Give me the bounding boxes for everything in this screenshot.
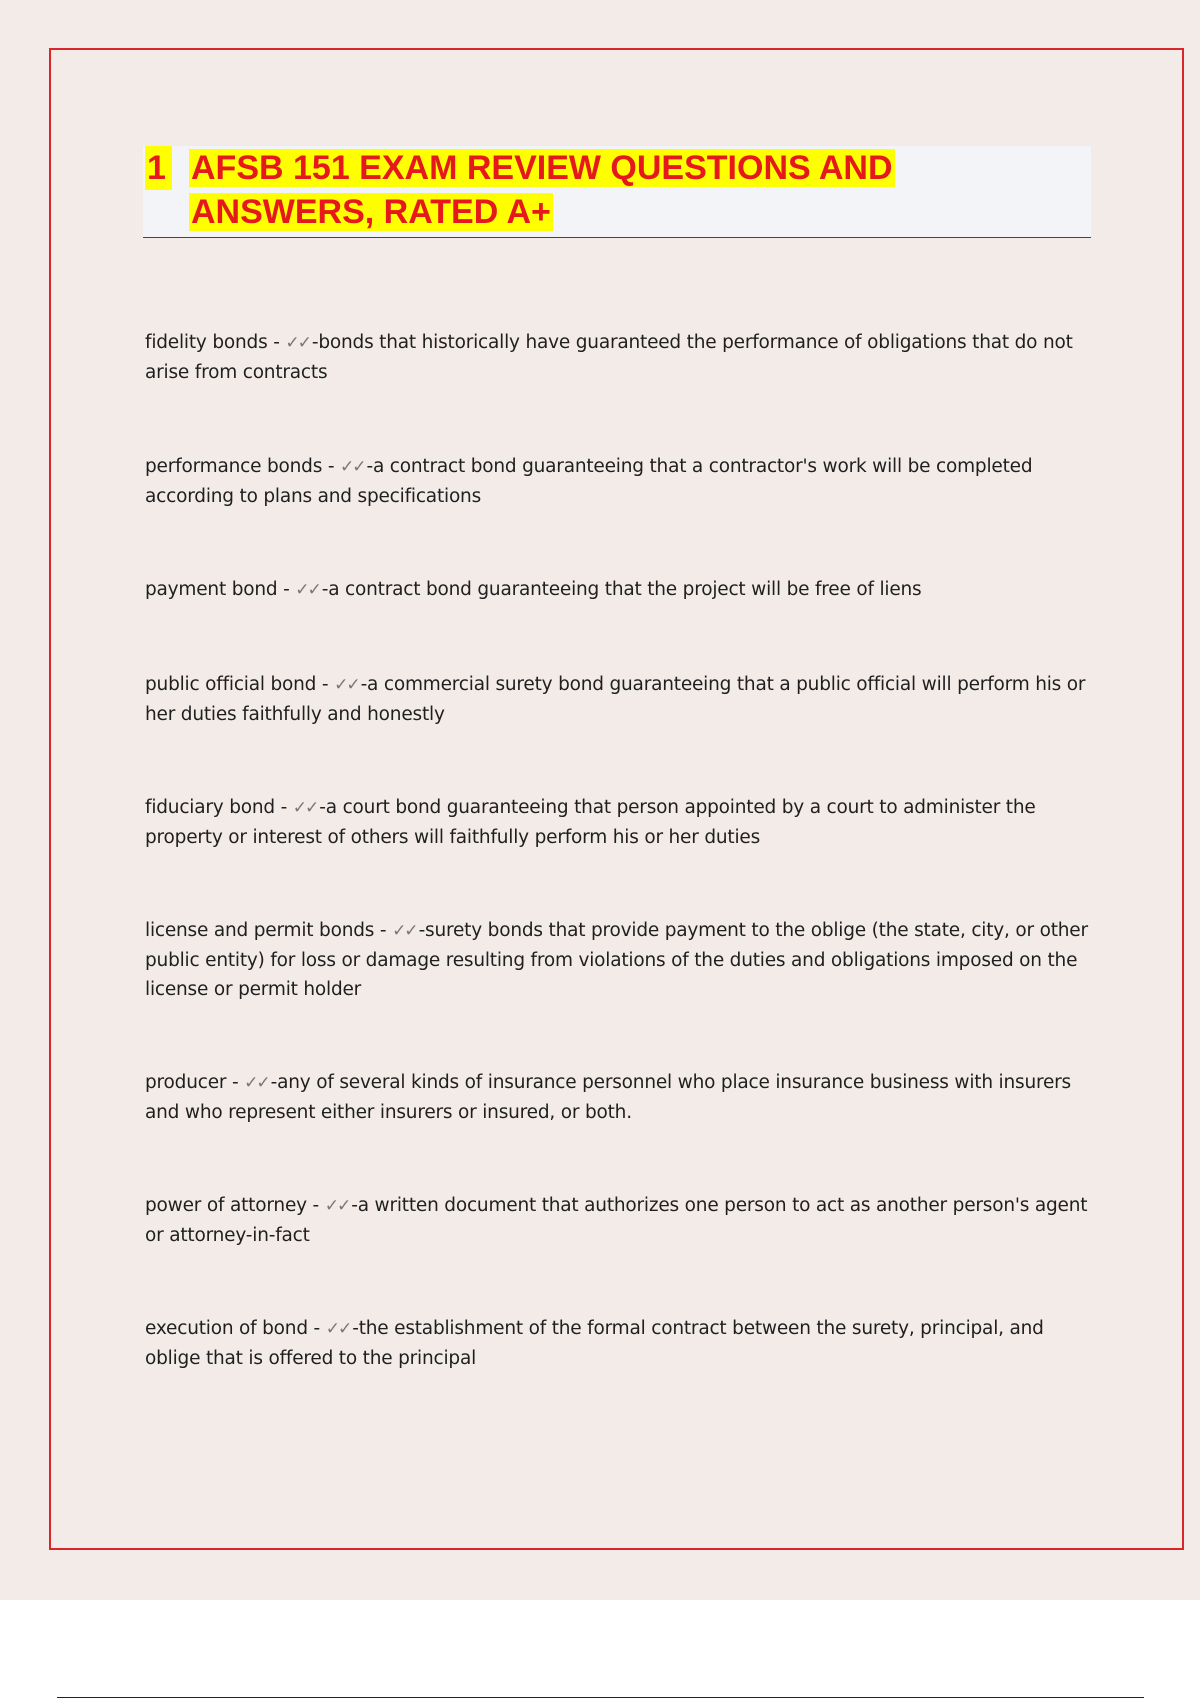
double-checkmark-icon: ✓✓: [392, 921, 417, 941]
double-checkmark-icon: ✓✓: [325, 1319, 351, 1339]
entry-term: producer: [145, 1072, 227, 1093]
entry-separator: -: [226, 1072, 245, 1093]
entry-separator: -: [316, 674, 335, 695]
double-checkmark-icon: ✓✓: [334, 675, 359, 695]
entry-separator: -: [307, 1318, 326, 1339]
list-item: [145, 916, 1095, 1004]
entry-separator: -: [274, 797, 293, 818]
entry-term: fiduciary bond: [145, 797, 275, 818]
entry-definition: -bonds that historically have guaranteed the performance of obligations that do not arise from contracts: [145, 332, 1073, 383]
entry-separator: -: [374, 920, 393, 941]
list-item: [145, 1068, 1095, 1127]
document-title-text: AFSB 151 EXAM REVIEW QUESTIONS AND ANSWERS, RATED A+: [191, 149, 893, 231]
double-checkmark-icon: ✓✓: [339, 457, 365, 477]
list-item: [145, 1191, 1095, 1250]
entry-separator: -: [306, 1195, 325, 1216]
list-item: [145, 328, 1095, 387]
entry-definition: -a commercial surety bond guaranteeing that a public official will perform his or her duties faithfully and honestly: [145, 674, 1086, 725]
entry-term: execution of bond: [145, 1318, 308, 1339]
entry-separator: -: [267, 332, 286, 353]
entry-separator: -: [322, 456, 340, 477]
document-title: [189, 146, 969, 234]
footer-divider: [57, 1697, 1144, 1698]
entry-definition: -a written document that authorizes one person to act as another person's agent or attorney-in-fact: [145, 1195, 1088, 1246]
entry-term: public official bond: [145, 674, 317, 695]
list-item: [145, 670, 1095, 729]
double-checkmark-icon: ✓✓: [324, 1196, 350, 1216]
double-checkmark-icon: ✓✓: [285, 333, 310, 353]
list-item: [145, 1314, 1095, 1373]
entry-term: license and permit bonds: [145, 920, 375, 941]
document-title-block: [143, 146, 1091, 238]
list-item: [145, 793, 1095, 852]
title-number: 1: [145, 146, 172, 190]
entry-term: payment bond: [145, 579, 278, 600]
entry-separator: -: [277, 579, 296, 600]
entry-definition: -a court bond guaranteeing that person appointed by a court to administer the property or interest of others will faithfully perform his or her duties: [145, 797, 1036, 848]
double-checkmark-icon: ✓✓: [295, 580, 320, 600]
entry-term: power of attorney: [145, 1195, 307, 1216]
entry-definition: -a contract bond guaranteeing that a contractor's work will be completed according to plans and specifications: [145, 456, 1033, 507]
entry-definition: -any of several kinds of insurance personnel who place insurance business with insurers and who represent either insurers or insured, or both.: [145, 1072, 1071, 1123]
entry-definition: -a contract bond guaranteeing that the project will be free of liens: [321, 579, 922, 600]
list-item: [145, 452, 1095, 511]
double-checkmark-icon: ✓✓: [292, 798, 318, 818]
entry-term: performance bonds: [145, 456, 323, 477]
entry-definition: -surety bonds that provide payment to the oblige (the state, city, or other public entity) for loss or damage resulting from violations of the duties and obligations imposed on the license or permit holder: [145, 920, 1088, 1000]
double-checkmark-icon: ✓✓: [244, 1073, 269, 1093]
entry-definition: -the establishment of the formal contract between the surety, principal, and oblige that is offered to the principal: [145, 1318, 1044, 1369]
entry-term: fidelity bonds: [145, 332, 268, 353]
list-item: [145, 575, 921, 605]
